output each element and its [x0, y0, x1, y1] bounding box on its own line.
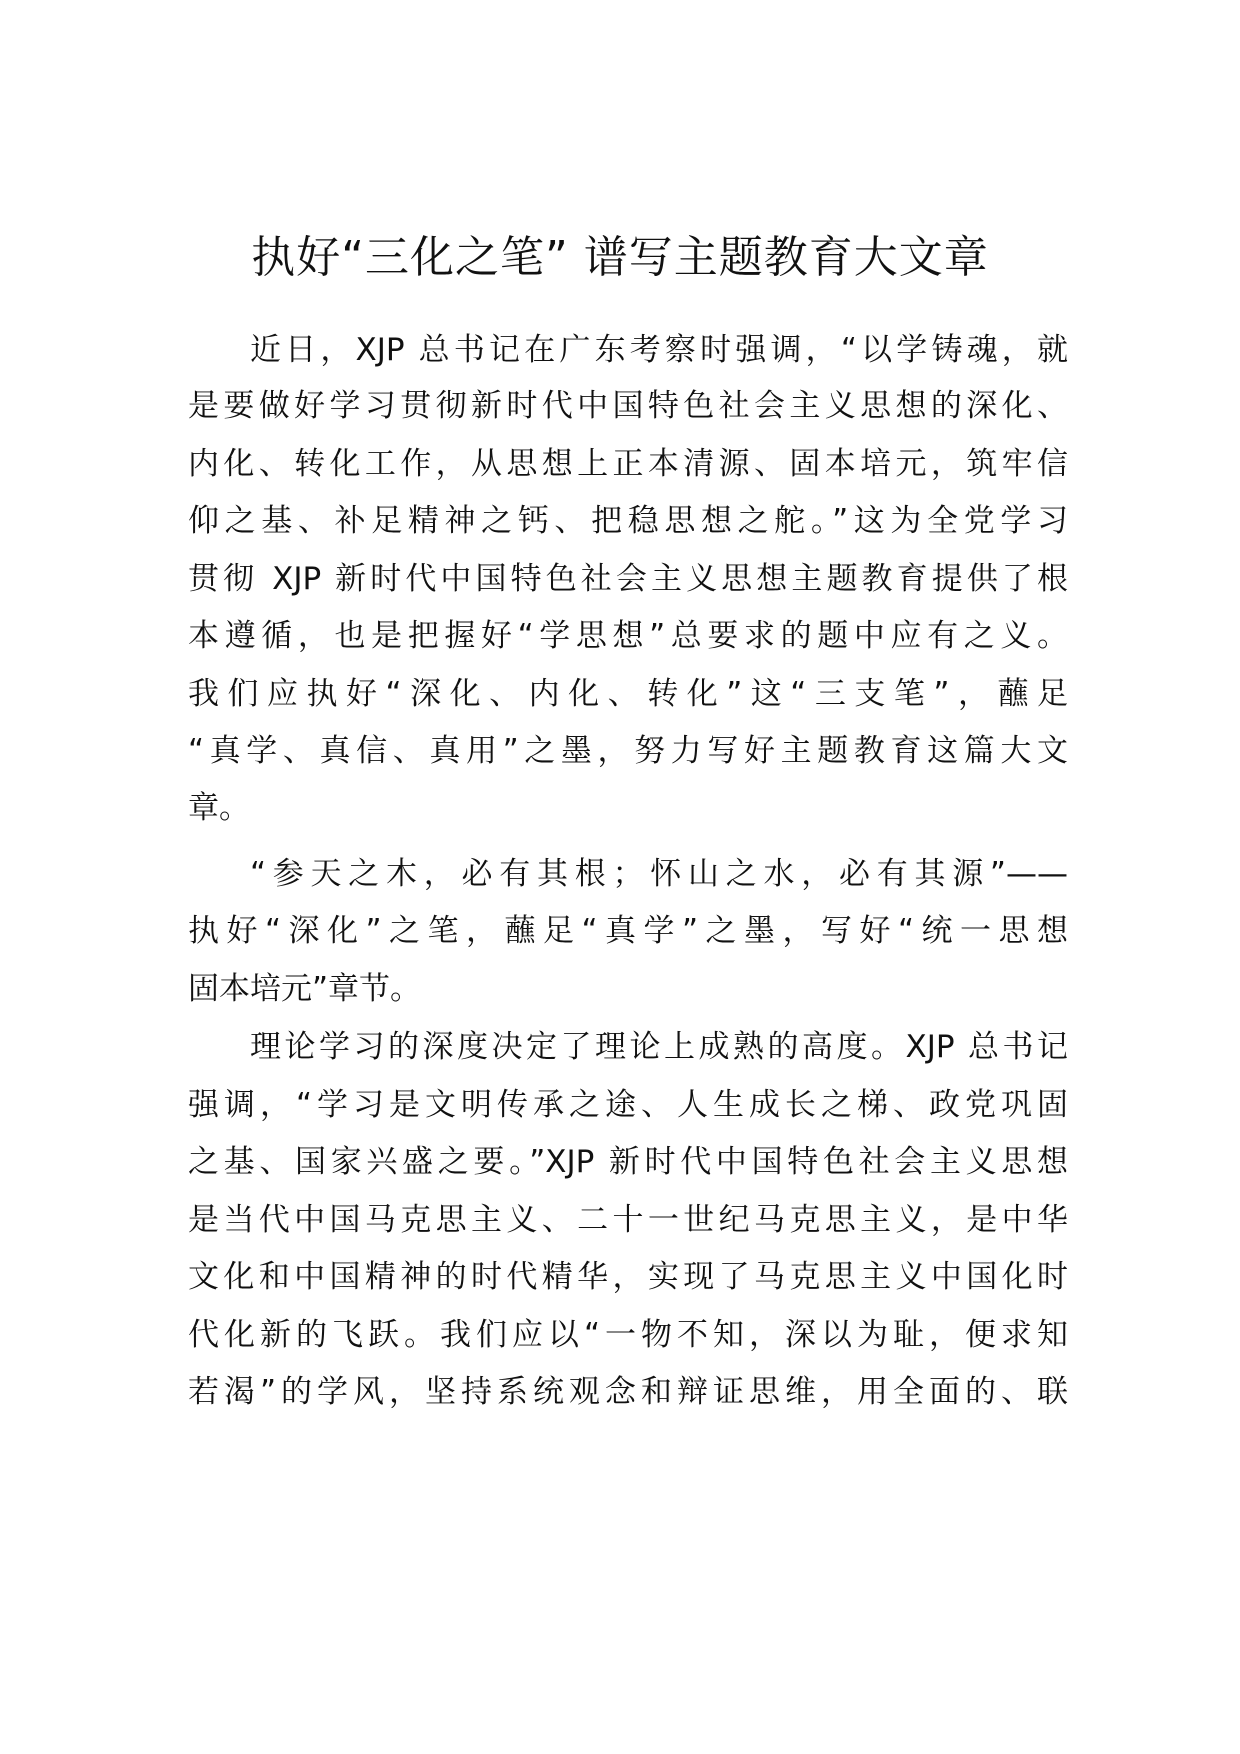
paragraph-1-line-1: 近日，XJP 总书记在广东考察时强调，“以学铸魂，就 [250, 332, 1068, 368]
paragraph-3-line-6: 代化新的飞跃。我们应以“一物不知，深以为耻，便求知 [188, 1317, 1068, 1353]
paragraph-1-line-6: 本遵循，也是把握好“学思想”总要求的题中应有之义。 [188, 618, 1068, 654]
paragraph-3-line-3: 之基、国家兴盛之要。”XJP 新时代中国特色社会主义思想 [188, 1144, 1068, 1180]
paragraph-3-line-4: 是当代中国马克思主义、二十一世纪马克思主义，是中华 [188, 1202, 1068, 1238]
paragraph-3-line-5: 文化和中国精神的时代精华，实现了马克思主义中国化时 [188, 1259, 1068, 1295]
paragraph-1-line-5: 贯彻 XJP 新时代中国特色社会主义思想主题教育提供了根 [188, 561, 1068, 597]
paragraph-3-line-2: 强调，“学习是文明传承之途、人生成长之梯、政党巩固 [188, 1087, 1068, 1123]
paragraph-1-line-8: “真学、真信、真用”之墨，努力写好主题教育这篇大文 [188, 733, 1068, 769]
paragraph-1-line-9: 章。 [188, 790, 250, 826]
paragraph-2-line-2: 执好“深化”之笔，蘸足“真学”之墨，写好“统一思想 [188, 913, 1068, 949]
paragraph-1-line-4: 仰之基、补足精神之钙、把稳思想之舵。”这为全党学习 [188, 503, 1068, 539]
paragraph-2-line-3: 固本培元”章节。 [188, 971, 422, 1007]
paragraph-3-line-1: 理论学习的深度决定了理论上成熟的高度。XJP 总书记 [250, 1029, 1068, 1065]
paragraph-2-line-1: “参天之木，必有其根；怀山之水，必有其源”—— [250, 856, 1068, 892]
document-title: 执好“三化之笔” 谱写主题教育大文章 [251, 232, 989, 283]
paragraph-1-line-7: 我们应执好“深化、内化、转化”这“三支笔”，蘸足 [188, 676, 1068, 712]
paragraph-1-line-2: 是要做好学习贯彻新时代中国特色社会主义思想的深化、 [188, 388, 1068, 424]
paragraph-3-line-7: 若渴”的学风，坚持系统观念和辩证思维，用全面的、联 [188, 1374, 1068, 1410]
paragraph-1-line-3: 内化、转化工作，从思想上正本清源、固本培元，筑牢信 [188, 446, 1068, 482]
